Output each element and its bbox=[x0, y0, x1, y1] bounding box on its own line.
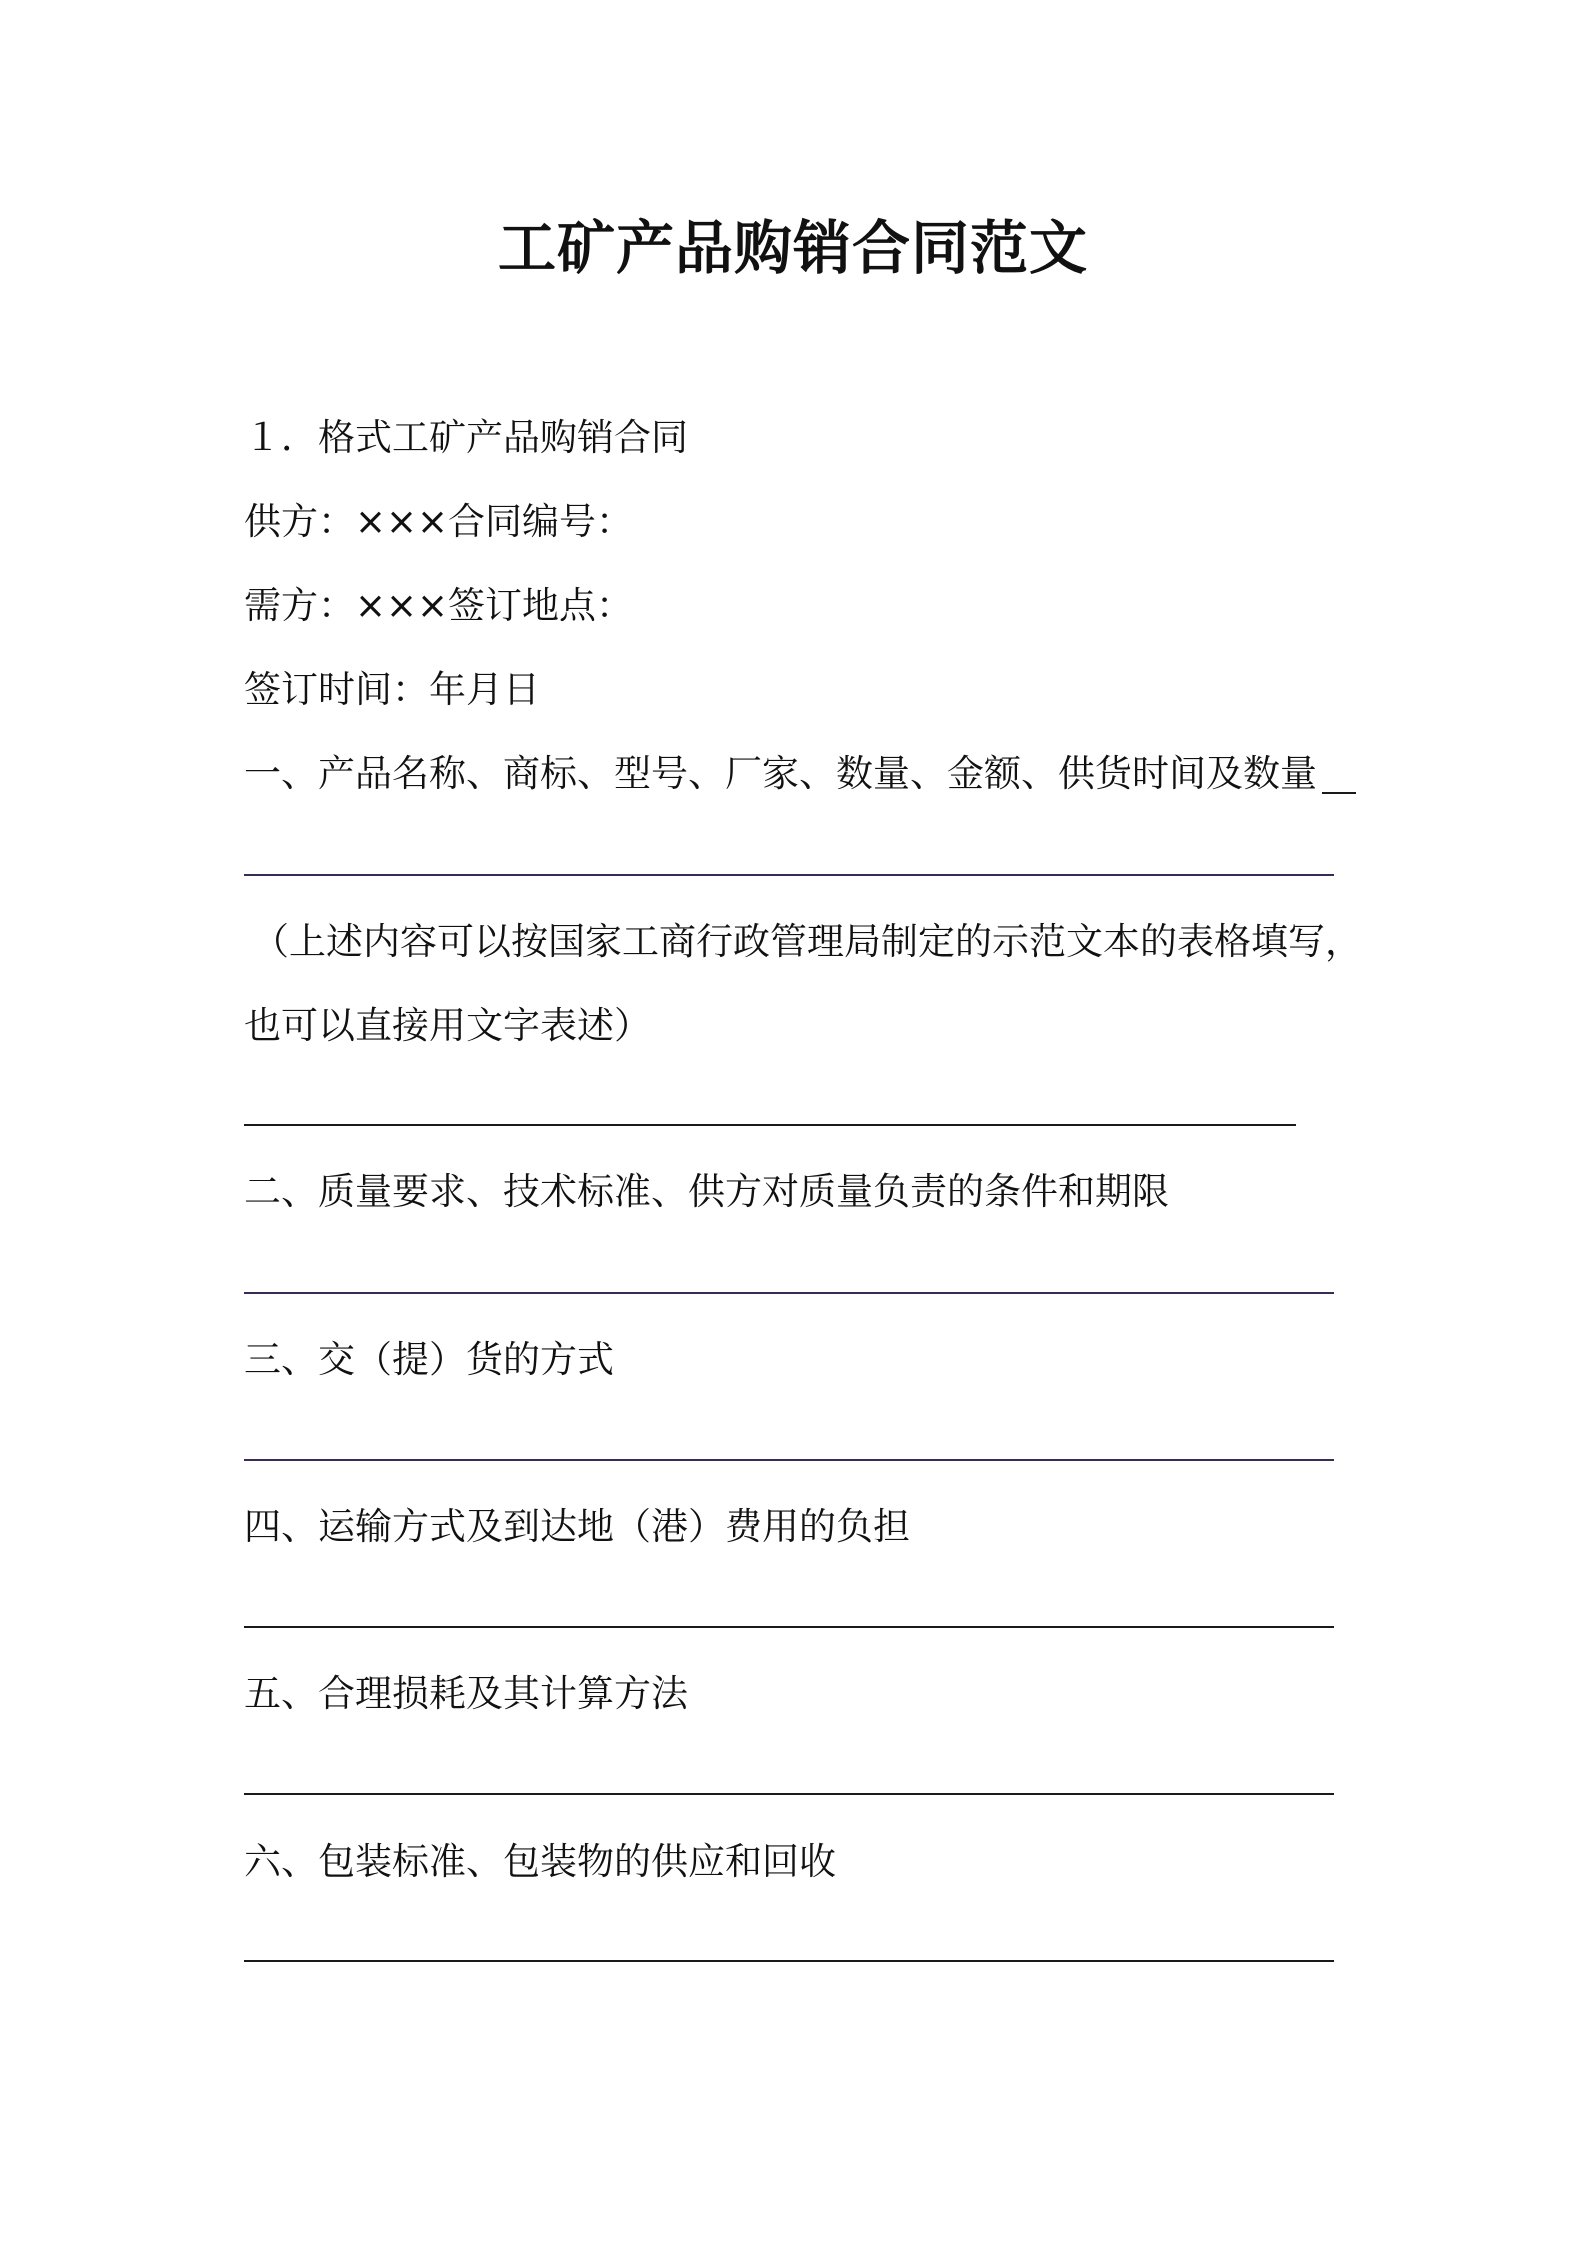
clause-1: 一、产品名称、商标、型号、厂家、数量、金额、供货时间及数量 bbox=[244, 752, 1317, 795]
section-heading: １．格式工矿产品购销合同 bbox=[244, 416, 688, 459]
buyer-line: 需方：×××签订地点： bbox=[244, 584, 634, 627]
clause-4: 四、运输方式及到达地（港）费用的负担 bbox=[244, 1505, 910, 1548]
clause-1-trailing-blank bbox=[1322, 792, 1356, 794]
note-line-1: （上述内容可以按国家工商行政管理局制定的示范文本的表格填写， bbox=[252, 920, 1362, 963]
fill-in-line bbox=[244, 1292, 1334, 1294]
fill-in-line bbox=[244, 1626, 1334, 1628]
fill-in-line bbox=[244, 1459, 1334, 1461]
document-title: 工矿产品购销合同范文 bbox=[497, 214, 1088, 282]
fill-in-line bbox=[244, 1793, 1334, 1795]
fill-in-line bbox=[244, 1960, 1334, 1962]
fill-in-line bbox=[244, 1124, 1296, 1126]
clause-6: 六、包装标准、包装物的供应和回收 bbox=[244, 1840, 836, 1883]
fill-in-line bbox=[244, 874, 1334, 876]
note-line-2: 也可以直接用文字表述） bbox=[244, 1004, 651, 1047]
sign-time-line: 签订时间：年月日 bbox=[244, 668, 540, 711]
supplier-line: 供方：×××合同编号： bbox=[244, 500, 634, 543]
clause-5: 五、合理损耗及其计算方法 bbox=[244, 1672, 688, 1715]
clause-3: 三、交（提）货的方式 bbox=[244, 1338, 614, 1381]
clause-2: 二、质量要求、技术标准、供方对质量负责的条件和期限 bbox=[244, 1170, 1169, 1213]
